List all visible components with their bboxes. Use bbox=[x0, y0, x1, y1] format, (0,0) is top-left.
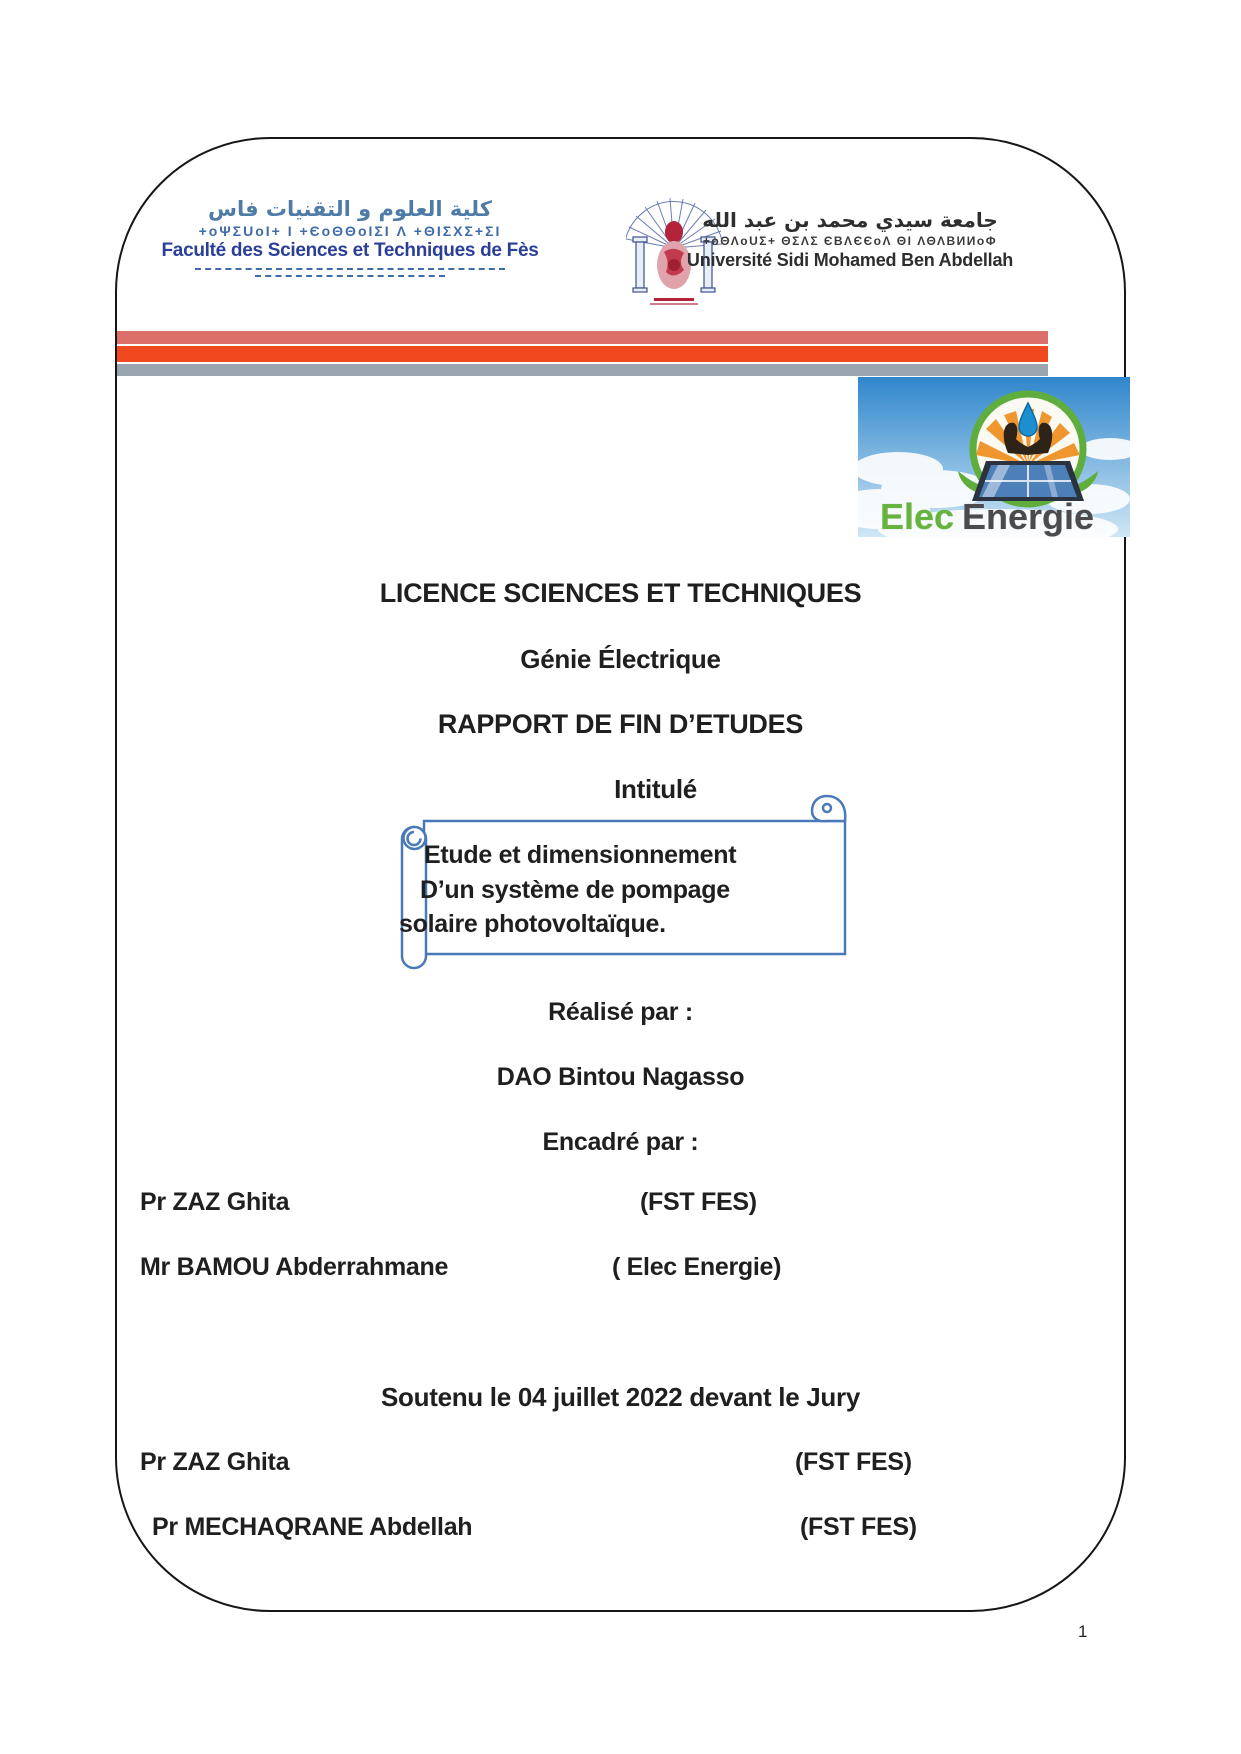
logo-text-elec: Elec bbox=[880, 496, 955, 537]
separator-bar-gray bbox=[117, 364, 1048, 376]
university-name-arabic: جامعة سيدي محمد بن عبد الله bbox=[702, 208, 998, 232]
title-genie-electrique: Génie Électrique bbox=[520, 644, 721, 674]
university-name-tifinagh: +oΘΛoUΣ+ ΘΣΛΣ ЄBΛЄЄoΛ ΘI ΛΘΛBИИoΦ bbox=[702, 234, 998, 248]
encadre-par-label: Encadré par : bbox=[542, 1128, 699, 1156]
banner-line-2: D’un système de pompage bbox=[420, 876, 730, 904]
title-licence: LICENCE SCIENCES ET TECHNIQUES bbox=[379, 578, 862, 608]
page-number: 1 bbox=[1078, 1622, 1088, 1641]
realise-par-label: Réalisé par : bbox=[548, 998, 693, 1026]
faculty-name-arabic: كلية العلوم و التقنيات فاس bbox=[208, 197, 492, 221]
supervisor-2-name: Mr BAMOU Abderrahmane bbox=[140, 1253, 449, 1281]
title-intitule: Intitulé bbox=[614, 774, 697, 804]
defense-line: Soutenu le 04 juillet 2022 devant le Jury bbox=[381, 1382, 860, 1412]
jury-1-affiliation: (FST FES) bbox=[795, 1448, 912, 1476]
elec-energie-logo bbox=[858, 377, 1130, 537]
jury-1-name: Pr ZAZ Ghita bbox=[140, 1448, 290, 1476]
supervisor-1-affiliation: (FST FES) bbox=[640, 1188, 757, 1216]
logo-text-energie: Energie bbox=[962, 496, 1095, 537]
supervisor-1-name: Pr ZAZ Ghita bbox=[140, 1188, 290, 1216]
supervisor-2-affiliation: ( Elec Energie) bbox=[612, 1253, 782, 1281]
faculty-header-block bbox=[140, 197, 560, 277]
faculty-name-french: Faculté des Sciences et Techniques de Fès bbox=[161, 240, 539, 262]
university-header-block bbox=[665, 209, 1035, 270]
title-rapport: RAPPORT DE FIN D’ETUDES bbox=[437, 709, 804, 739]
author-name: DAO Bintou Nagasso bbox=[496, 1063, 745, 1091]
jury-2-name: Pr MECHAQRANE Abdellah bbox=[152, 1513, 473, 1541]
jury-2-affiliation: (FST FES) bbox=[800, 1513, 917, 1541]
banner-line-1: Etude et dimensionnement bbox=[424, 841, 737, 869]
separator-bar-salmon bbox=[117, 331, 1048, 344]
banner-line-3: solaire photovoltaïque. bbox=[399, 910, 666, 938]
faculty-name-tifinagh: +oΨΣUoI+ I +ЄoΘΘoIΣI Λ +ΘIΣXΣ+ΣI bbox=[198, 223, 502, 240]
faculty-address-line bbox=[195, 266, 505, 270]
university-name-french: Université Sidi Mohamed Ben Abdellah bbox=[686, 249, 1014, 270]
separator-bar-orange bbox=[117, 346, 1048, 362]
faculty-address-line2 bbox=[255, 273, 445, 277]
